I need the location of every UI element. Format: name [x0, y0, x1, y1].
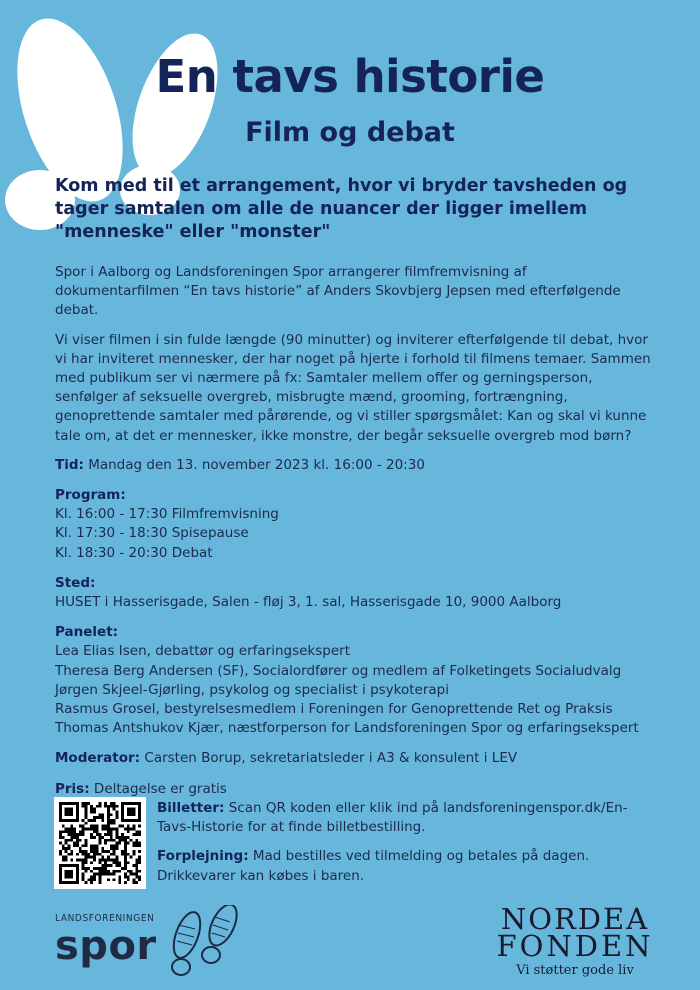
body-content — [55, 263, 655, 810]
intro-paragraph-1: Spor i Aalborg og Landsforeningen Spor arrangerer filmfremvisning af dokumentarfilmen “En tavs historie” af Anders Skovbjerg Jepsen med efterfølgende debat. — [55, 264, 621, 319]
program-label: Program: — [55, 487, 126, 504]
moderator-value: Carsten Borup, sekretariatsleder i A3 & konsulent i LEV — [144, 750, 518, 767]
time-section — [55, 456, 655, 475]
time-value: Mandag den 13. november 2023 kl. 16:00 - 20:30 — [88, 456, 425, 473]
spor-logo-small-text: LANDSFORENINGEN — [55, 913, 155, 924]
moderator-label: Moderator: — [55, 750, 141, 767]
program-section — [55, 486, 655, 563]
spor-logo-text: spor — [55, 923, 157, 969]
time-label: Tid: — [55, 456, 84, 473]
program-item: Kl. 18:30 - 20:30 Debat — [55, 544, 213, 561]
qr-code-icon — [59, 802, 141, 884]
nordea-logo-line2: FONDEN — [496, 929, 654, 963]
venue-label: Sted: — [55, 574, 96, 591]
price-value: Deltagelse er gratis — [93, 780, 227, 797]
catering-value: Mad bestilles ved tilmelding og betales på dagen. Drikkevarer kan købes i baren. — [157, 848, 590, 884]
page-title: En tavs historie — [155, 50, 545, 103]
price-section — [55, 780, 655, 799]
nordea-fonden-logo — [490, 902, 660, 985]
panel-member: Rasmus Grosel, bestyrelsesmedlem i Foreningen for Genoprettende Ret og Praksis — [55, 701, 613, 718]
intro-paragraph-2: Vi viser filmen i sin fulde længde (90 minutter) og inviterer efterfølgende til debat, hvor vi har inviteret mennesker, der har noget på hjerte i forhold til filmens temaer. Sammen med publikum ser vi nærmere på fx: Samtaler mellem offer og gerningsperson, senfølger af seksuelle overgreb, misbrugte mænd, grooming, fortrængning, genoprettende samtaler med pårørende, og vi stiller spørgsmålet: Kan og skal vi kunne tale om, at det er mennesker, ikke monstre, der begår seksuelle overgreb mod børn? — [55, 331, 651, 444]
panel-member: Jørgen Skjeel-Gjørling, psykolog og specialist i psykoterapi — [55, 681, 449, 698]
catering-section — [157, 847, 657, 885]
panel-member: Theresa Berg Andersen (SF), Socialordfører og medlem af Folketingets Socialudvalg — [55, 662, 622, 679]
nordea-tagline: Vi støtter gode liv — [516, 963, 634, 978]
program-item: Kl. 17:30 - 18:30 Spisepause — [55, 525, 249, 542]
panel-section — [55, 623, 655, 738]
moderator-section — [55, 749, 655, 768]
footprint-logo-icon — [167, 905, 247, 980]
page-subtitle: Film og debat — [245, 117, 455, 148]
qr-code[interactable] — [54, 797, 146, 889]
tickets-section — [157, 799, 657, 837]
venue-section — [55, 574, 655, 612]
ticket-info — [157, 799, 657, 896]
lead-text: Kom med til et arrangement, hvor vi bryder tavsheden og tager samtalen om alle de nuancer der ligger imellem "menneske" eller "monster" — [55, 176, 628, 242]
panel-label: Panelet: — [55, 624, 119, 641]
panel-member: Lea Elias Isen, debattør og erfaringsekspert — [55, 643, 350, 660]
spor-logo — [55, 905, 255, 985]
panel-member: Thomas Antshukov Kjær, næstforperson for Landsforeningen Spor og erfaringsekspert — [55, 720, 639, 737]
tickets-label: Billetter: — [157, 800, 225, 816]
program-item: Kl. 16:00 - 17:30 Filmfremvisning — [55, 506, 279, 523]
tickets-value[interactable]: Scan QR koden eller klik ind på landsforeningenspor.dk/En-Tavs-Historie for at finde billetbestilling. — [157, 800, 628, 836]
nordea-logo-line1: NORDEA — [500, 902, 650, 936]
price-label: Pris: — [55, 780, 90, 797]
venue-value: HUSET i Hasserisgade, Salen - fløj 3, 1. sal, Hasserisgade 10, 9000 Aalborg — [55, 594, 562, 611]
catering-label: Forplejning: — [157, 848, 249, 865]
